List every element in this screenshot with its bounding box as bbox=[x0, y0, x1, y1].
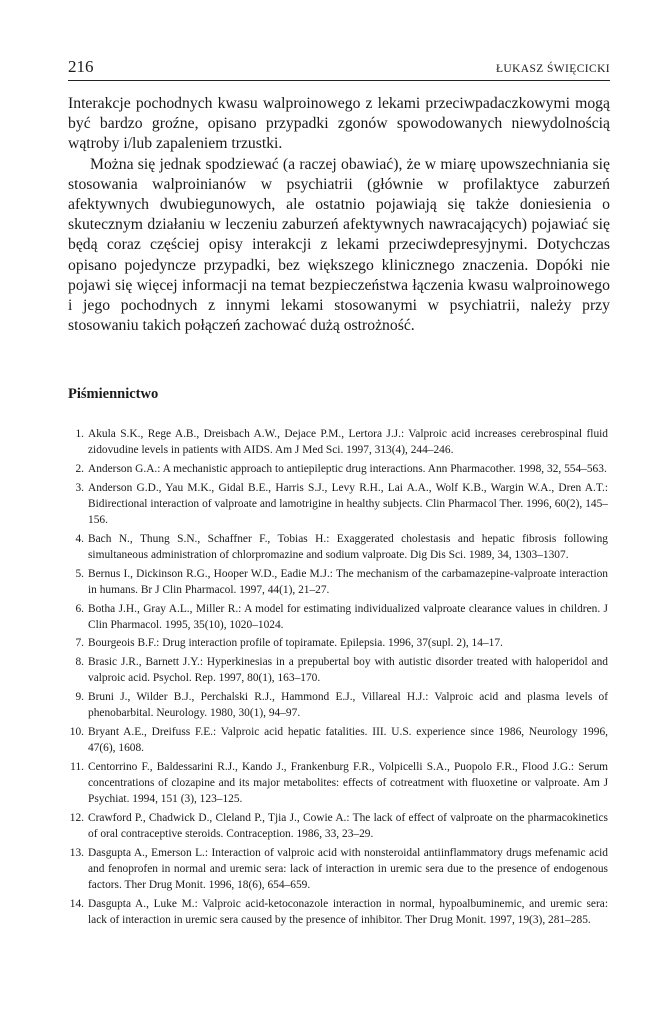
reference-item bbox=[68, 635, 608, 651]
running-head: ŁUKASZ ŚWIĘCICKI bbox=[495, 63, 610, 75]
reference-item bbox=[68, 531, 608, 563]
reference-number: 11. bbox=[70, 760, 84, 773]
page-header bbox=[68, 57, 610, 77]
reference-number: 2. bbox=[75, 462, 84, 475]
reference-text: Akula S.K., Rege A.B., Dreisbach A.W., Dejace P.M., Lertora J.J.: Valproic acid increases cerebrospinal fluid zidovudine levels in patients with AIDS. Am J Med Sci. 1997, 313(4), 244–246. bbox=[88, 428, 608, 457]
reference-item bbox=[68, 724, 608, 756]
reference-text: Bach N., Thung S.N., Schaffner F., Tobias H.: Exaggerated cholestasis and hepatic fibrosis following simultaneous administration of chlorpromazine and sodium valproate. Dig Dis Sci. 1989, 34, 1303–1307. bbox=[88, 532, 608, 561]
reference-item bbox=[68, 810, 608, 842]
reference-item bbox=[68, 689, 608, 721]
reference-number: 10. bbox=[69, 725, 84, 738]
references-heading: Piśmiennictwo bbox=[68, 386, 159, 402]
body-text bbox=[68, 94, 610, 336]
reference-number: 13. bbox=[69, 846, 84, 859]
reference-item bbox=[68, 461, 608, 477]
reference-number: 4. bbox=[75, 532, 84, 545]
reference-text: Bourgeois B.F.: Drug interaction profile of topiramate. Epilepsia. 1996, 37(supl. 2), 14–17. bbox=[88, 637, 503, 650]
page-number: 216 bbox=[68, 57, 94, 76]
reference-text: Dasgupta A., Emerson L.: Interaction of valproic acid with nonsteroidal antiinflammatory drugs mefenamic acid and fenoprofen in normal and uremic sera: lack of interaction in uremic sera due to the presence of endogenous factors. Ther Drug Monit. 1996, 18(6), 654–659. bbox=[88, 846, 608, 892]
reference-number: 5. bbox=[75, 567, 84, 580]
reference-number: 14. bbox=[69, 897, 84, 910]
reference-item bbox=[68, 845, 608, 894]
reference-number: 6. bbox=[75, 602, 84, 615]
reference-text: Dasgupta A., Luke M.: Valproic acid-ketoconazole interaction in normal, hypoalbuminemic, and uremic sera: lack of interaction in uremic sera caused by the presence of inhibitor. Ther Drug Monit. 1997, 19(3), 281–285. bbox=[88, 897, 608, 927]
reference-number: 1. bbox=[75, 428, 84, 440]
reference-number: 12. bbox=[69, 811, 84, 824]
reference-text: Botha J.H., Gray A.L., Miller R.: A model for estimating individualized valproate clearance values in children. J Clin Pharmacol. 1995, 35(10), 1020–1024. bbox=[88, 602, 608, 631]
reference-number: 8. bbox=[75, 656, 84, 669]
reference-text: Centorrino F., Baldessarini R.J., Kando J., Frankenburg F.R., Volpicelli S.A., Puopolo F.R., Flood J.G.: Serum concentrations of clozapine and its major metabolites: effects of cotreatment with fluoxetine or valproate. Am J Psychiat. 1994, 151 (3), 123–125. bbox=[88, 760, 608, 806]
reference-item bbox=[68, 601, 608, 633]
reference-item bbox=[68, 426, 608, 458]
reference-text: Bruni J., Wilder B.J., Perchalski R.J., Hammond E.J., Villareal H.J.: Valproic acid and plasma levels of phenobarbital. Neurology. 1980, 30(1), 94–97. bbox=[88, 691, 608, 720]
reference-text: Brasic J.R., Barnett J.Y.: Hyperkinesias in a prepubertal boy with autistic disorder treated with haloperidol and valproic acid. Psychol. Rep. 1997, 80(1), 163–170. bbox=[88, 656, 608, 685]
paragraph: Interakcje pochodnych kwasu walproinowego z lekami przeciwpadaczkowymi mogą być bardzo groźne, opisano przypadki zgonów spowodowanych niewydolnością wątroby i/lub zapaleniem trzustki. bbox=[68, 95, 610, 153]
references-list bbox=[68, 426, 608, 931]
reference-text: Bryant A.E., Dreifuss F.E.: Valproic acid hepatic fatalities. III. U.S. experience since 1986, Neurology 1996, 47(6), 1608. bbox=[88, 725, 608, 755]
reference-text: Anderson G.D., Yau M.K., Gidal B.E., Harris S.J., Levy R.H., Lai A.A., Wolf K.B., Wargin W.A., Dren A.T.: Bidirectional interaction of valproate and lamotrigine in healthy subjects. Clin Pharmacol Ther. 1996, 60(2), 145–156. bbox=[88, 481, 608, 527]
reference-text: Crawford P., Chadwick D., Cleland P., Tjia J., Cowie A.: The lack of effect of valproate on the pharmacokinetics of oral contraceptive steroids. Contraception. 1986, 33, 23–29. bbox=[88, 811, 608, 841]
reference-number: 3. bbox=[75, 481, 84, 494]
reference-item bbox=[68, 896, 608, 928]
reference-number: 9. bbox=[75, 691, 84, 704]
header-rule bbox=[68, 80, 610, 81]
reference-text: Anderson G.A.: A mechanistic approach to antiepileptic drug interactions. Ann Pharmacother. 1998, 32, 554–563. bbox=[88, 462, 607, 475]
reference-item bbox=[68, 654, 608, 686]
reference-text: Bernus I., Dickinson R.G., Hooper W.D., Eadie M.J.: The mechanism of the carbamazepine-valproate interaction in humans. Br J Clin Pharmacol. 1997, 44(1), 21–27. bbox=[88, 567, 608, 596]
reference-item bbox=[68, 566, 608, 598]
reference-number: 7. bbox=[75, 637, 84, 650]
reference-item bbox=[68, 759, 608, 808]
reference-item bbox=[68, 480, 608, 529]
paragraph: Można się jednak spodziewać (a raczej obawiać), że w miarę upowszechniania się stosowania walproinianów w psychiatrii (głównie w profilaktyce zaburzeń afektywnych dwubiegunowych, ale ostatnio pojawiają się także doniesienia o skutecznym działaniu w leczeniu zaburzeń afektywnych nawracających) pojawiać się będą coraz częściej opisy interakcji z lekami przeciwdepresyjnymi. Dotychczas opisano pojedyncze przypadki, bez większego klinicznego znaczenia. Dopóki nie pojawi się więcej informacji na temat bezpieczeństwa łączenia kwasu walproinowego i jego pochodnych z innymi lekami stosowanymi w psychiatrii, należy przy stosowaniu takich połączeń zachować dużą ostrożność. bbox=[68, 155, 610, 335]
